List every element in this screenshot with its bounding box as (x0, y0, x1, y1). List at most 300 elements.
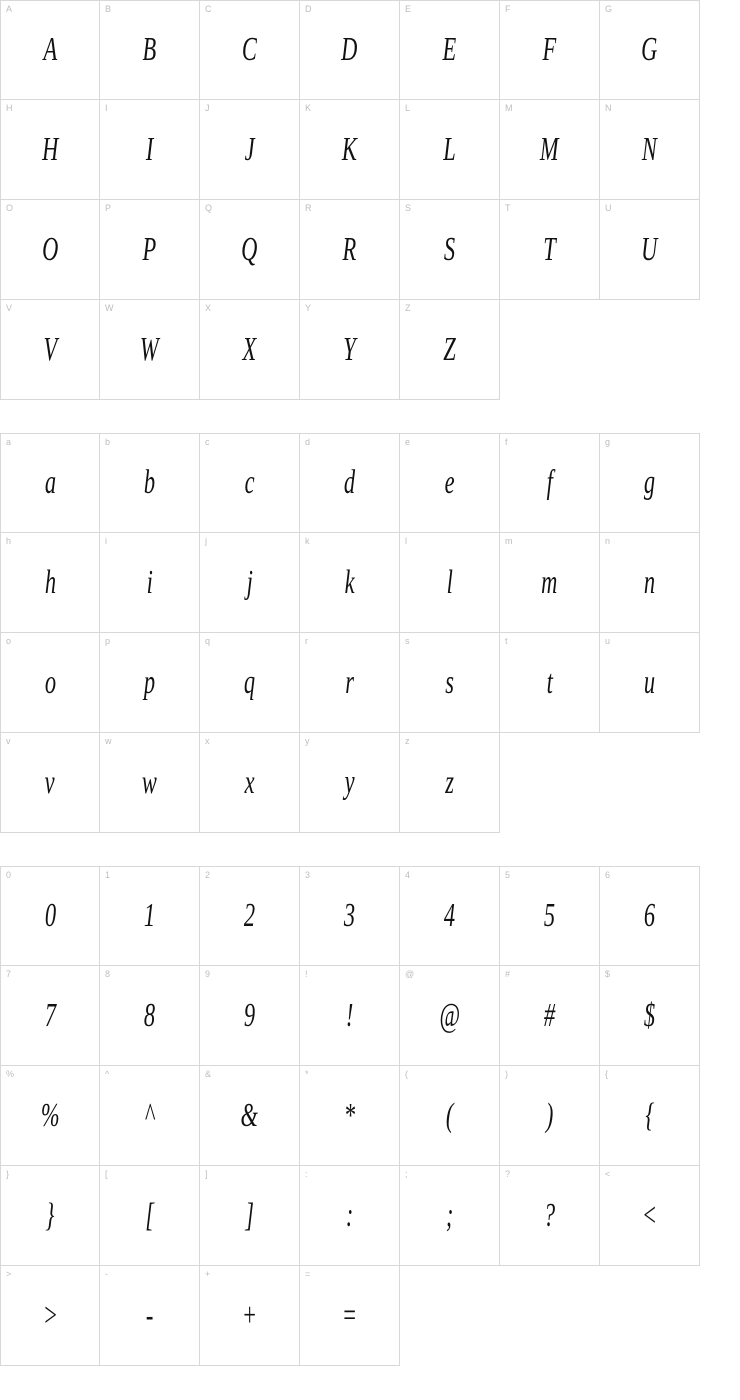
glyph-code-label: i (105, 536, 108, 546)
glyph-code-label: a (6, 437, 12, 447)
glyph-sample-text: t (546, 663, 553, 701)
glyph-sample-text: F (542, 31, 557, 68)
glyph-sample (1, 231, 99, 269)
glyph-sample (500, 31, 599, 69)
glyph-cell[interactable] (400, 0, 500, 100)
glyph-code-label: K (305, 103, 312, 113)
glyph-cell[interactable] (0, 1166, 100, 1266)
glyph-cell[interactable] (300, 1166, 400, 1266)
glyph-code-label: > (6, 1269, 12, 1279)
glyph-cell[interactable] (500, 633, 600, 733)
glyph-sample-text: E (442, 31, 457, 68)
glyph-sample (100, 464, 199, 502)
glyph-cell[interactable] (0, 866, 100, 966)
glyph-sample (400, 464, 499, 502)
glyph-code-label: n (605, 536, 611, 546)
glyph-sample-text: # (543, 996, 556, 1034)
glyph-sample (200, 1297, 299, 1335)
glyph-sample-text: 0 (44, 897, 56, 934)
glyph-cell[interactable] (400, 633, 500, 733)
glyph-code-label: v (6, 736, 11, 746)
glyph-cell[interactable] (500, 866, 600, 966)
glyph-sample (200, 331, 299, 369)
glyph-cell[interactable] (0, 733, 100, 833)
glyph-cell[interactable] (100, 0, 200, 100)
glyph-sample-text: W (140, 330, 159, 368)
glyph-sample (600, 897, 699, 935)
glyph-sample-text: 1 (143, 897, 156, 934)
glyph-code-label: $ (605, 969, 611, 979)
glyph-sample (300, 231, 399, 269)
glyph-sample-text: @ (439, 996, 460, 1034)
glyph-sample-text: 3 (343, 897, 356, 934)
glyph-sample-text: < (641, 1196, 658, 1234)
glyph-sample-text: % (40, 1096, 60, 1134)
glyph-sample-text: L (443, 130, 456, 168)
glyph-sample-text: s (445, 663, 454, 701)
block-separator (0, 833, 740, 866)
glyph-sample (100, 564, 199, 602)
glyph-cell[interactable] (0, 0, 100, 100)
glyph-cell[interactable] (0, 433, 100, 533)
glyph-sample (500, 131, 599, 169)
glyph-code-label: r (305, 636, 309, 646)
glyph-cell[interactable] (400, 300, 500, 400)
glyph-cell[interactable] (100, 100, 200, 200)
glyph-sample (200, 231, 299, 269)
glyph-code-label: 5 (505, 870, 511, 880)
glyph-cell[interactable] (300, 100, 400, 200)
glyph-code-label: N (605, 103, 612, 113)
glyph-cell[interactable] (200, 1266, 300, 1366)
glyph-sample (300, 997, 399, 1035)
glyph-sample (500, 1097, 599, 1135)
glyph-sample (500, 564, 599, 602)
glyph-cell[interactable] (200, 1066, 300, 1166)
glyph-sample (500, 1197, 599, 1235)
glyph-sample-text: 6 (643, 897, 656, 934)
glyph-sample (400, 1097, 499, 1135)
glyph-sample-text: w (142, 763, 157, 801)
glyph-code-label: F (505, 4, 511, 14)
glyph-sample-text: k (344, 563, 355, 601)
block-separator (0, 400, 740, 433)
glyph-sample-text: 5 (543, 897, 556, 934)
glyph-sample-text: h (44, 563, 56, 601)
glyph-code-label: ( (405, 1069, 409, 1079)
glyph-sample (200, 1097, 299, 1135)
glyph-cell[interactable] (200, 966, 300, 1066)
glyph-sample-text: v (45, 763, 55, 801)
glyph-sample (100, 31, 199, 69)
glyph-cell[interactable] (300, 733, 400, 833)
glyph-sample (400, 131, 499, 169)
glyph-sample (200, 664, 299, 702)
glyph-sample (200, 31, 299, 69)
glyph-sample-text: l (446, 563, 453, 601)
glyph-cell[interactable] (300, 300, 400, 400)
glyph-sample (100, 1197, 199, 1235)
glyph-sample-text: U (641, 230, 658, 268)
glyph-code-label: < (605, 1169, 611, 1179)
glyph-cell[interactable] (100, 966, 200, 1066)
glyph-cell[interactable] (400, 200, 500, 300)
glyph-cell[interactable] (600, 100, 700, 200)
glyph-cell[interactable] (400, 966, 500, 1066)
glyph-sample (200, 564, 299, 602)
glyph-cell[interactable] (500, 966, 600, 1066)
glyph-code-label: L (405, 103, 411, 113)
glyph-sample (500, 997, 599, 1035)
glyph-sample (300, 664, 399, 702)
glyph-sample-text: [ (145, 1196, 154, 1234)
glyph-sample (1, 464, 99, 502)
glyph-code-label: C (205, 4, 212, 14)
glyph-sample-text: K (342, 130, 357, 168)
glyph-cell[interactable] (600, 966, 700, 1066)
glyph-sample-text: ] (245, 1196, 254, 1234)
glyph-cell[interactable] (100, 300, 200, 400)
glyph-code-label: k (305, 536, 310, 546)
glyph-code-label: g (605, 437, 611, 447)
glyph-sample-text: * (343, 1096, 356, 1134)
glyph-sample (600, 1197, 699, 1235)
glyph-cell[interactable] (600, 0, 700, 100)
glyph-cell[interactable] (300, 966, 400, 1066)
glyph-cell[interactable] (100, 200, 200, 300)
glyph-code-label: q (205, 636, 211, 646)
glyph-cell[interactable] (200, 200, 300, 300)
glyph-code-label: X (205, 303, 212, 313)
glyph-code-label: e (405, 437, 411, 447)
glyph-code-label: : (305, 1169, 308, 1179)
glyph-sample-text: i (146, 563, 153, 601)
glyph-sample-text: 8 (143, 996, 156, 1034)
glyph-code-label: = (305, 1269, 311, 1279)
glyph-code-label: 1 (105, 870, 111, 880)
glyph-sample (1, 331, 99, 369)
glyph-sample (1, 131, 99, 169)
glyph-cell[interactable] (400, 1066, 500, 1166)
glyph-sample (300, 564, 399, 602)
glyph-cell[interactable] (100, 533, 200, 633)
glyph-sample (1, 764, 99, 802)
glyph-code-label: b (105, 437, 111, 447)
glyph-code-label: ) (505, 1069, 509, 1079)
glyph-sample (100, 997, 199, 1035)
glyph-cell[interactable] (600, 633, 700, 733)
glyph-code-label: O (6, 203, 14, 213)
glyph-code-label: u (605, 636, 611, 646)
glyph-cell[interactable] (600, 433, 700, 533)
glyph-sample (400, 664, 499, 702)
glyph-cell[interactable] (200, 533, 300, 633)
glyph-cell[interactable] (0, 1066, 100, 1166)
glyph-sample (1, 897, 99, 935)
glyph-cell[interactable] (200, 0, 300, 100)
glyph-code-label: ] (205, 1169, 208, 1179)
glyph-cell[interactable] (0, 300, 100, 400)
glyph-code-label: A (6, 4, 13, 14)
glyph-sample (400, 564, 499, 602)
glyph-cell[interactable] (100, 1266, 200, 1366)
glyph-sample (500, 897, 599, 935)
glyph-code-label: ^ (105, 1069, 110, 1079)
glyph-cell[interactable] (0, 1266, 100, 1366)
glyph-cell[interactable] (200, 100, 300, 200)
glyph-cell[interactable] (300, 200, 400, 300)
glyph-cell[interactable] (300, 433, 400, 533)
glyph-code-label: [ (105, 1169, 108, 1179)
glyph-sample (600, 997, 699, 1035)
glyph-cell[interactable] (100, 866, 200, 966)
glyph-sample-text: g (643, 464, 656, 501)
glyph-cell[interactable] (0, 200, 100, 300)
glyph-sample-text: - (145, 1296, 154, 1334)
glyph-sample (300, 1297, 399, 1335)
glyph-code-label: d (305, 437, 311, 447)
glyph-sample (400, 231, 499, 269)
glyph-sample-text: ; (445, 1196, 454, 1234)
glyph-sample (300, 331, 399, 369)
glyph-code-label: P (105, 203, 112, 213)
glyph-code-label: J (205, 103, 210, 113)
glyph-code-label: z (405, 736, 410, 746)
glyph-sample (300, 464, 399, 502)
glyph-cell[interactable] (500, 533, 600, 633)
glyph-code-label: 6 (605, 870, 611, 880)
glyph-sample (300, 31, 399, 69)
glyph-code-label: E (405, 4, 412, 14)
glyph-sample (500, 464, 599, 502)
glyph-cell[interactable] (400, 100, 500, 200)
glyph-cell[interactable] (500, 1166, 600, 1266)
glyph-sample-text: f (546, 464, 553, 501)
glyph-cell[interactable] (300, 1066, 400, 1166)
glyph-sample-text: b (143, 464, 156, 501)
glyph-code-label: } (6, 1169, 10, 1179)
glyph-cell[interactable] (400, 733, 500, 833)
glyph-sample-text: Q (241, 230, 258, 268)
glyph-code-label: T (505, 203, 511, 213)
glyph-sample-text: e (444, 464, 455, 501)
glyph-sample-text: r (345, 663, 354, 701)
glyph-cell[interactable] (0, 100, 100, 200)
glyph-sample-text: M (540, 130, 559, 168)
glyph-sample-text: A (43, 31, 57, 68)
glyph-sample (1, 997, 99, 1035)
glyph-sample (1, 1297, 99, 1335)
glyph-sample-text: x (244, 763, 255, 801)
glyph-cell[interactable] (200, 433, 300, 533)
glyph-sample (1, 1097, 99, 1135)
glyph-sample-text: a (44, 464, 56, 501)
glyph-sample (1, 564, 99, 602)
glyph-sample-text: B (142, 31, 157, 68)
glyph-code-label: Z (405, 303, 411, 313)
glyph-grid-lowercase-letters (0, 433, 700, 833)
glyph-cell[interactable] (500, 200, 600, 300)
glyph-sample (200, 997, 299, 1035)
glyph-code-label: 3 (305, 870, 311, 880)
glyph-code-label: ; (405, 1169, 408, 1179)
glyph-code-label: ! (305, 969, 308, 979)
glyph-cell[interactable] (300, 1266, 400, 1366)
glyph-cell[interactable] (600, 1166, 700, 1266)
glyph-code-label: w (105, 736, 112, 746)
glyph-code-label: 8 (105, 969, 111, 979)
glyph-sample-text: 7 (44, 996, 56, 1034)
glyph-code-label: p (105, 636, 111, 646)
glyph-sample (300, 764, 399, 802)
glyph-sample-text: o (44, 663, 56, 701)
glyph-code-label: U (605, 203, 612, 213)
glyph-sample-text: y (344, 763, 355, 801)
glyph-cell[interactable] (400, 433, 500, 533)
glyph-sample-text: = (341, 1296, 358, 1334)
glyph-code-label: V (6, 303, 13, 313)
glyph-cell[interactable] (200, 866, 300, 966)
glyph-sample-text: ) (545, 1096, 554, 1134)
glyph-code-label: G (605, 4, 613, 14)
glyph-cell[interactable] (200, 633, 300, 733)
glyph-code-label: s (405, 636, 410, 646)
glyph-cell[interactable] (300, 633, 400, 733)
glyph-code-label: R (305, 203, 312, 213)
glyph-sample (400, 764, 499, 802)
glyph-sample-text: Y (343, 330, 356, 368)
glyph-sample (500, 664, 599, 702)
glyph-cell[interactable] (100, 433, 200, 533)
glyph-sample (600, 464, 699, 502)
glyph-cell[interactable] (300, 533, 400, 633)
glyph-sample-text: D (341, 31, 358, 68)
glyph-sample (300, 1197, 399, 1235)
glyph-sample (100, 897, 199, 935)
glyph-code-label: Q (205, 203, 213, 213)
glyph-code-label: 0 (6, 870, 12, 880)
glyph-sample (500, 231, 599, 269)
glyph-sample-text: u (643, 663, 656, 701)
glyph-cell[interactable] (300, 0, 400, 100)
glyph-cell[interactable] (100, 633, 200, 733)
glyph-sample-text: C (242, 31, 257, 68)
glyph-sample (600, 564, 699, 602)
glyph-cell[interactable] (200, 733, 300, 833)
glyph-cell[interactable] (100, 1166, 200, 1266)
glyph-sample-text: } (45, 1196, 55, 1234)
glyph-code-label: % (6, 1069, 15, 1079)
glyph-cell[interactable] (0, 633, 100, 733)
glyph-code-label: 7 (6, 969, 12, 979)
glyph-cell[interactable] (100, 733, 200, 833)
glyph-sample-text: T (543, 230, 556, 268)
glyph-code-label: x (205, 736, 210, 746)
glyph-sample-text: c (244, 464, 255, 501)
glyph-cell[interactable] (300, 866, 400, 966)
glyph-sample-text: N (642, 130, 657, 168)
glyph-cell[interactable] (600, 1066, 700, 1166)
glyph-cell[interactable] (500, 100, 600, 200)
glyph-sample (1, 1197, 99, 1235)
glyph-sample (100, 764, 199, 802)
glyph-code-label: & (205, 1069, 212, 1079)
glyph-sample-text: H (41, 130, 59, 168)
glyph-sample (600, 1097, 699, 1135)
glyph-sample (600, 231, 699, 269)
glyph-cell[interactable] (600, 533, 700, 633)
glyph-cell[interactable] (500, 0, 600, 100)
glyph-sample (100, 664, 199, 702)
glyph-code-label: f (505, 437, 508, 447)
glyph-cell[interactable] (0, 966, 100, 1066)
glyph-sample (400, 31, 499, 69)
glyph-cell[interactable] (400, 533, 500, 633)
glyph-cell[interactable] (100, 1066, 200, 1166)
glyph-sample (600, 664, 699, 702)
glyph-cell[interactable] (600, 200, 700, 300)
glyph-code-label: B (105, 4, 112, 14)
glyph-sample (200, 764, 299, 802)
glyph-code-label: o (6, 636, 12, 646)
glyph-cell[interactable] (600, 866, 700, 966)
glyph-sample (100, 1097, 199, 1135)
glyph-code-label: ? (505, 1169, 511, 1179)
glyph-code-label: @ (405, 969, 415, 979)
glyph-sample-text: 2 (243, 897, 256, 934)
glyph-sample (400, 997, 499, 1035)
glyph-sample-text: : (345, 1196, 354, 1234)
glyph-cell[interactable] (200, 1166, 300, 1266)
glyph-sample (200, 897, 299, 935)
glyph-code-label: c (205, 437, 210, 447)
glyph-sample (300, 897, 399, 935)
glyph-cell[interactable] (0, 533, 100, 633)
glyph-sample-text: Z (443, 330, 456, 368)
glyph-sample-text: q (243, 663, 256, 701)
glyph-code-label: y (305, 736, 310, 746)
glyph-sample (300, 1097, 399, 1135)
glyph-code-label: + (205, 1269, 211, 1279)
glyph-code-label: S (405, 203, 412, 213)
glyph-code-label: - (105, 1269, 109, 1279)
glyph-sample-text: X (242, 330, 257, 368)
glyph-code-label: 2 (205, 870, 211, 880)
glyph-sample-text: + (241, 1296, 258, 1334)
glyph-sample (200, 131, 299, 169)
glyph-sample (600, 31, 699, 69)
glyph-cell[interactable] (200, 300, 300, 400)
glyph-grid-uppercase-letters (0, 0, 700, 400)
glyph-code-label: # (505, 969, 511, 979)
glyph-code-label: * (305, 1069, 309, 1079)
glyph-sample (300, 131, 399, 169)
glyph-cell[interactable] (400, 1166, 500, 1266)
glyph-sample-text: S (443, 230, 456, 268)
glyph-cell[interactable] (400, 866, 500, 966)
glyph-sample-text: G (641, 31, 658, 68)
glyph-sample-text: I (145, 130, 154, 168)
glyph-sample-text: n (643, 563, 656, 601)
glyph-sample-text: V (43, 330, 57, 368)
glyph-grid-digits-and-symbols (0, 866, 700, 1366)
glyph-cell[interactable] (500, 1066, 600, 1166)
glyph-cell[interactable] (500, 433, 600, 533)
glyph-code-label: M (505, 103, 513, 113)
glyph-code-label: D (305, 4, 312, 14)
glyph-sample-text: ( (445, 1096, 454, 1134)
glyph-sample-text: d (343, 464, 356, 501)
